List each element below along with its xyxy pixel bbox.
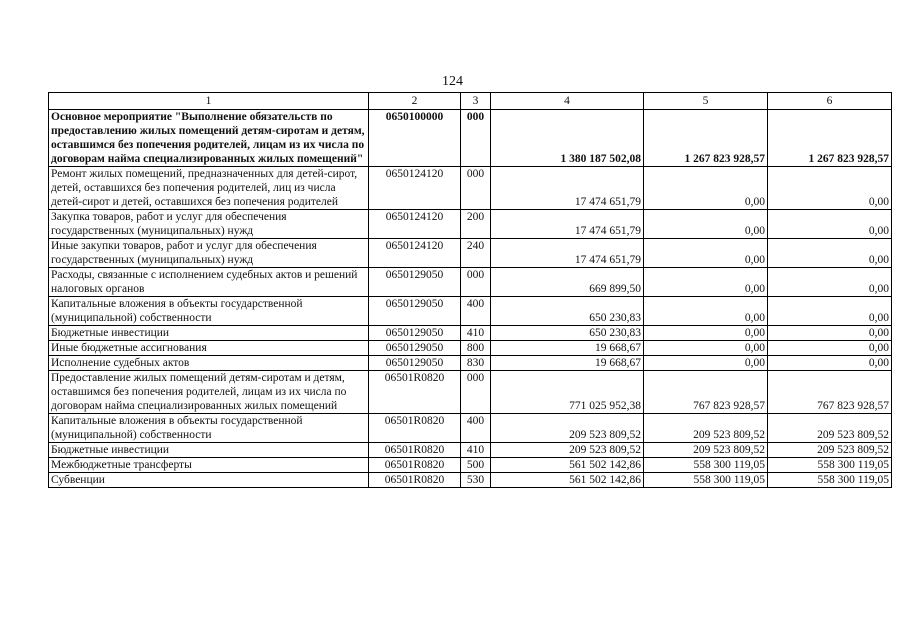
expense-type-code-cell: 000: [461, 110, 491, 167]
row-name-cell: Закупка товаров, работ и услуг для обеспечения государственных (муниципальных) нужд: [49, 210, 369, 239]
expense-type-code-cell: 800: [461, 341, 491, 356]
amount-col5-cell: 558 300 119,05: [644, 473, 768, 488]
table-row: [49, 443, 892, 458]
amount-col5-cell: 0,00: [644, 268, 768, 297]
table-row: [49, 239, 892, 268]
expense-type-code-cell: 400: [461, 297, 491, 326]
amount-col5-cell: 0,00: [644, 297, 768, 326]
amount-col6-cell: 0,00: [768, 356, 892, 371]
column-number: 3: [461, 93, 491, 110]
amount-col4-cell: 17 474 651,79: [491, 210, 644, 239]
amount-col5-cell: 0,00: [644, 167, 768, 210]
row-name-cell: Субвенции: [49, 473, 369, 488]
table-row: [49, 167, 892, 210]
row-name-cell: Межбюджетные трансферты: [49, 458, 369, 473]
amount-col6-cell: 0,00: [768, 167, 892, 210]
table-row: [49, 473, 892, 488]
amount-col6-cell: 0,00: [768, 210, 892, 239]
row-name-cell: Иные бюджетные ассигнования: [49, 341, 369, 356]
amount-col4-cell: 771 025 952,38: [491, 371, 644, 414]
target-article-code-cell: 0650124120: [369, 167, 461, 210]
target-article-code-cell: 06501R0820: [369, 414, 461, 443]
amount-col6-cell: 558 300 119,05: [768, 473, 892, 488]
target-article-code-cell: 0650129050: [369, 326, 461, 341]
target-article-code-cell: 06501R0820: [369, 473, 461, 488]
expense-type-code-cell: 530: [461, 473, 491, 488]
target-article-code-cell: 06501R0820: [369, 371, 461, 414]
amount-col4-cell: 650 230,83: [491, 297, 644, 326]
amount-col6-cell: 209 523 809,52: [768, 414, 892, 443]
row-name-cell: Предоставление жилых помещений детям-сиротам и детям, оставшимся без попечения родителей, лицам из их числа по договорам найма специализированных жилых помещений: [49, 371, 369, 414]
amount-col5-cell: 558 300 119,05: [644, 458, 768, 473]
page-number: 124: [442, 74, 463, 89]
amount-col6-cell: 0,00: [768, 326, 892, 341]
expense-type-code-cell: 410: [461, 326, 491, 341]
amount-col6-cell: 0,00: [768, 297, 892, 326]
table-row: [49, 371, 892, 414]
table-row: [49, 210, 892, 239]
expense-type-code-cell: 000: [461, 167, 491, 210]
expense-type-code-cell: 400: [461, 414, 491, 443]
row-name-cell: Бюджетные инвестиции: [49, 326, 369, 341]
row-name-cell: Ремонт жилых помещений, предназначенных для детей-сирот, детей, оставшихся без попечения родителей, лиц из числа детей-сирот и детей, оставшихся без попечения родителей: [49, 167, 369, 210]
amount-col5-cell: 0,00: [644, 326, 768, 341]
amount-col6-cell: 209 523 809,52: [768, 443, 892, 458]
amount-col4-cell: 669 899,50: [491, 268, 644, 297]
amount-col6-cell: 0,00: [768, 239, 892, 268]
row-name-cell: Расходы, связанные с исполнением судебных актов и решений налоговых органов: [49, 268, 369, 297]
target-article-code-cell: 06501R0820: [369, 458, 461, 473]
target-article-code-cell: 0650129050: [369, 268, 461, 297]
column-number-row: [49, 93, 892, 110]
expense-type-code-cell: 500: [461, 458, 491, 473]
row-name-cell: Основное мероприятие "Выполнение обязательств по предоставлению жилых помещений детям-сиротам и детям, оставшимся без попечения родителей, лицам из их числа по договорам найма специализированных жилых помещений": [49, 110, 369, 167]
amount-col5-cell: 0,00: [644, 210, 768, 239]
row-name-cell: Исполнение судебных актов: [49, 356, 369, 371]
table-row: [49, 110, 892, 167]
amount-col5-cell: 209 523 809,52: [644, 443, 768, 458]
target-article-code-cell: 0650129050: [369, 297, 461, 326]
target-article-code-cell: 0650100000: [369, 110, 461, 167]
amount-col6-cell: 0,00: [768, 341, 892, 356]
expense-type-code-cell: 000: [461, 268, 491, 297]
target-article-code-cell: 0650129050: [369, 356, 461, 371]
column-number: 2: [369, 93, 461, 110]
expense-type-code-cell: 000: [461, 371, 491, 414]
amount-col4-cell: 19 668,67: [491, 356, 644, 371]
table-row: [49, 326, 892, 341]
column-number: 4: [491, 93, 644, 110]
row-name-cell: Капитальные вложения в объекты государственной (муниципальной) собственности: [49, 414, 369, 443]
row-name-cell: Капитальные вложения в объекты государственной (муниципальной) собственности: [49, 297, 369, 326]
column-number: 5: [644, 93, 768, 110]
row-name-cell: Бюджетные инвестиции: [49, 443, 369, 458]
amount-col5-cell: 209 523 809,52: [644, 414, 768, 443]
table-row: [49, 356, 892, 371]
amount-col6-cell: 0,00: [768, 268, 892, 297]
target-article-code-cell: 06501R0820: [369, 443, 461, 458]
expense-type-code-cell: 240: [461, 239, 491, 268]
expense-type-code-cell: 410: [461, 443, 491, 458]
table-row: [49, 297, 892, 326]
amount-col4-cell: 17 474 651,79: [491, 239, 644, 268]
table-row: [49, 268, 892, 297]
amount-col4-cell: 561 502 142,86: [491, 458, 644, 473]
amount-col4-cell: 650 230,83: [491, 326, 644, 341]
amount-col5-cell: 0,00: [644, 239, 768, 268]
budget-table: [48, 92, 892, 488]
row-name-cell: Иные закупки товаров, работ и услуг для обеспечения государственных (муниципальных) нужд: [49, 239, 369, 268]
target-article-code-cell: 0650124120: [369, 239, 461, 268]
table-row: [49, 414, 892, 443]
column-number: 1: [49, 93, 369, 110]
expense-type-code-cell: 830: [461, 356, 491, 371]
expense-type-code-cell: 200: [461, 210, 491, 239]
amount-col4-cell: 209 523 809,52: [491, 443, 644, 458]
amount-col5-cell: 1 267 823 928,57: [644, 110, 768, 167]
amount-col5-cell: 0,00: [644, 341, 768, 356]
amount-col5-cell: 767 823 928,57: [644, 371, 768, 414]
amount-col6-cell: 558 300 119,05: [768, 458, 892, 473]
amount-col4-cell: 209 523 809,52: [491, 414, 644, 443]
budget-table-body: [49, 93, 892, 488]
amount-col6-cell: 1 267 823 928,57: [768, 110, 892, 167]
amount-col4-cell: 17 474 651,79: [491, 167, 644, 210]
amount-col6-cell: 767 823 928,57: [768, 371, 892, 414]
amount-col4-cell: 19 668,67: [491, 341, 644, 356]
amount-col4-cell: 1 380 187 502,08: [491, 110, 644, 167]
amount-col4-cell: 561 502 142,86: [491, 473, 644, 488]
table-row: [49, 341, 892, 356]
target-article-code-cell: 0650124120: [369, 210, 461, 239]
target-article-code-cell: 0650129050: [369, 341, 461, 356]
amount-col5-cell: 0,00: [644, 356, 768, 371]
table-row: [49, 458, 892, 473]
column-number: 6: [768, 93, 892, 110]
